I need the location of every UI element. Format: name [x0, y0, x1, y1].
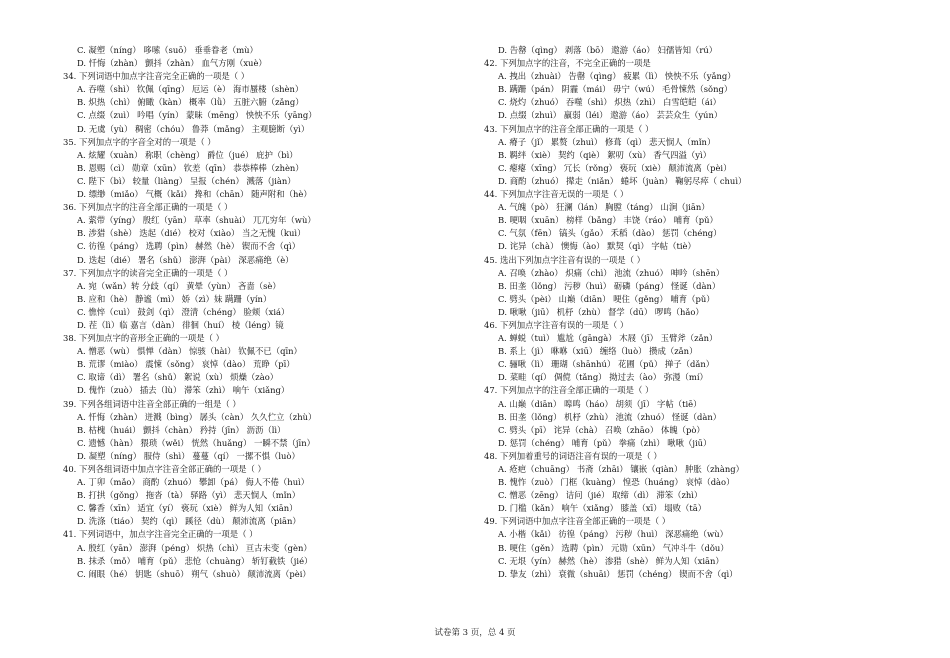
answer-option: A. 山巅（diān） 嗥鸣（háo） 胡须（jī） 字帖（tiē） — [498, 398, 702, 409]
answer-option: B. 系上（jì） 咻咻（xiū） 缠络（luò） 攒成（zǎn） — [498, 346, 698, 357]
answer-option: C. 馨香（xīn） 适宜（yí） 亵玩（xiè） 鲜为人知（xiān） — [77, 503, 298, 514]
answer-option: B. 蹒跚（pán） 阴霾（mái） 毋宁（wú） 毛骨悚然（sǒng） — [498, 84, 733, 95]
page-footer: 试卷第 3 页，总 4 页 — [434, 628, 516, 638]
answer-option: D. 啾啾（jiū） 机杼（zhù） 督学（dū） 啰鸣（hǎo） — [498, 306, 704, 317]
answer-option: D. 凝塑（níng） 服侍（shì） 蔓蔓（qí） 一摞不惧（luò） — [77, 450, 300, 461]
answer-option: C. 无垠（yín） 赫然（hè） 渗猎（shè） 鲜为人知（xiān） — [498, 555, 724, 566]
answer-option: C. 瘪瘪（xīng） 冗长（rǒng） 亵玩（xiè） 颠沛流离（pèi） — [498, 162, 732, 173]
answer-option: A. 忏悔（zhàn） 迸溅（bìng） 孱头（càn） 久久伫立（zhù） — [77, 411, 317, 422]
answer-option: C. 凝塑（níng） 哆嗦（suō） 垂垂眷老（mù） — [77, 45, 258, 55]
answer-option: A. 疮疤（chuāng） 书斋（zhāi） 镶嵌（qiàn） 肿胀（zhàng） — [498, 464, 745, 474]
answer-option: A. 吞噬（shì） 钦佩（qīng） 厄运（è） 海市蜃楼（shèn） — [77, 84, 304, 95]
answer-option: A. 炫耀（xuàn） 称职（chèng） 爵位（jué） 庇护（bì） — [77, 149, 298, 160]
answer-option: B. 枯槐（huái） 颤抖（chàn） 矜持（jīn） 沥沥（lì） — [77, 424, 286, 435]
answer-option: B. 涉猎（shè） 迭起（dié） 校对（xiào） 当之无愧（kuì） — [77, 228, 306, 239]
question-stem: 48. 下列加着重号的词语注音有误的一项是（ ） — [484, 450, 662, 461]
question-stem: 40. 下列各组词语中加点字注音全部正确的一项是（ ） — [63, 464, 266, 474]
answer-option: A. 气魄（pò） 狂澜（lán） 胸膛（táng） 山涧（jiān） — [498, 202, 710, 213]
answer-option: A. 小楷（kǎi） 彷徨（páng） 污秽（huì） 深恶痛绝（wù） — [498, 529, 728, 540]
answer-option: B. 应和（hè） 静谧（mì） 娇（zì）妹 蹒跚（yín） — [77, 293, 272, 304]
answer-option: D. 菜畦（qí） 倜傥（tǎng） 拗过去（ào） 弥漫（mí） — [498, 372, 708, 383]
answer-option: A. 宛（wǎn）转 分歧（qí） 黄晕（yùn） 吝啬（sè） — [77, 280, 281, 291]
answer-option: D. 傀怍（zuò） 插去（lù） 滞笨（zhì） 响午（xiǎng） — [77, 385, 290, 396]
answer-option: B. 哽住（gěn） 选聘（pìn） 元勋（xūn） 气冲斗牛（dǒu） — [498, 542, 729, 553]
question-stem: 36. 下列加点字的注音全部正确的一项是（ ） — [63, 202, 233, 213]
answer-option: D. 挚友（zhì） 衰微（shuāi） 惩罚（chéng） 锲而不舍（qì） — [498, 568, 738, 579]
answer-option: D. 惩罚（chéng） 哺育（pǔ） 拳痛（zhì） 啾啾（jiū） — [498, 437, 712, 448]
answer-option: B. 抹杀（mǒ） 哺育（pǔ） 悲怆（chuàng） 斩钉截铁（jié） — [77, 555, 313, 566]
answer-option: B. 羁绊（xiè） 契约（qiè） 絮叨（xù） 香气四溢（yì） — [498, 149, 712, 160]
question-stem: 49. 下列词语中加点字注音全部正确的一项是（ ） — [484, 516, 671, 527]
question-stem: 45. 选出下列加点字注音有误的一项是（ ） — [484, 254, 646, 265]
answer-option: A. 萦带（yíng） 殷红（yān） 草率（shuài） 兀兀穷年（wù） — [77, 215, 316, 226]
answer-option: C. 憎恶（zēng） 诘问（jié） 取缔（dì） 滞笨（zhì） — [498, 490, 703, 501]
answer-option: C. 憔悴（cuì） 鼓剑（qì） 澄清（chéng） 脸颊（xiá） — [77, 306, 290, 317]
question-stem: 46. 下列加点字注音有误的一项是（ ） — [484, 319, 629, 330]
question-stem: 42. 下列加点字的注音，不完全正确的一项是 — [484, 58, 651, 69]
answer-option: D. 迭起（dié） 署名（shǔ） 澎湃（pài） 深恶痛绝（è） — [77, 254, 294, 265]
answer-option: C. 点缀（zuì） 吟唱（yín） 蒙昧（mēng） 怏怏不乐（yāng） — [77, 110, 317, 121]
answer-option: B. 恩赐（cì） 勋章（xūn） 钦差（qīn） 恭恭棒棒（zhèn） — [77, 162, 304, 173]
answer-option: C. 取谛（dì） 署名（shǔ） 絮说（xù） 烦燥（zào） — [77, 372, 279, 383]
answer-option: B. 田垄（lǒng） 机杼（zhù） 池流（zhuó） 怪诞（dàn） — [498, 411, 722, 422]
answer-option: C. 闹眼（hé） 钥匙（shuō） 朔气（shuò） 颠沛流离（pèi） — [77, 568, 311, 579]
answer-option: A. 丁卯（mǎo） 商酌（zhuó） 攀卸（pá） 侮人不倦（huì） — [77, 477, 310, 488]
answer-option: A. 憎恶（wù） 惧惮（dàn） 惊骇（hài） 钦佩不已（qīn） — [77, 346, 302, 357]
answer-option: C. 气氛（fēn） 镐头（gǎo） 禾稻（dào） 惩罚（chéng） — [498, 228, 722, 239]
answer-option: D. 无虞（yù） 稠密（chóu） 鲁莽（mǎng） 主观臆断（yì） — [77, 123, 310, 134]
question-stem: 38. 下列加点字的音形全正确的一项是（ ） — [63, 333, 225, 344]
answer-option: D. 茬（lì）临 嘉言（dàn） 徘徊（huí） 棱（léng）镜 — [77, 319, 284, 330]
answer-option: A. 召唤（zhào） 炽痛（chì） 池流（zhuó） 呻吟（shēn） — [498, 267, 725, 278]
answer-option: D. 告罄（qìng） 剥落（bō） 遨游（áo） 妇孺皆知（rú） — [498, 45, 718, 55]
answer-option: C. 遗憾（hàn） 猥琐（wěi） 恍然（huǎng） 一瞬不禁（jīn） — [77, 437, 315, 448]
answer-option: B. 哽咽（xuān） 榜样（bǎng） 丰饶（ráo） 哺育（pǔ） — [498, 215, 718, 226]
answer-option: C. 彷徨（páng） 选聘（pìn） 赫然（hè） 锲而不舍（qì） — [77, 241, 301, 252]
question-stem: 37. 下列加点字的读音完全正确的一项是（ ） — [63, 267, 233, 278]
answer-option: A. 蝉蜕（tuì） 尴尬（gāngà） 木屐（jī） 玉臂斧（zǎn） — [498, 333, 718, 344]
answer-option: C. 劈头（pèi） 山巅（diān） 哽住（gěng） 哺育（pǔ） — [498, 293, 715, 304]
answer-option: B. 荒谬（miào） 震悚（sǒng） 哀悼（dào） 荒睁（pī） — [77, 359, 295, 370]
question-stem: 35. 下列加点字的字音全对的一项是（ ） — [63, 136, 216, 147]
answer-option: B. 炽热（chì） 俯瞰（kàn） 概率（lǜ） 五脏六腑（zǎng） — [77, 97, 304, 108]
answer-option: D. 洗涤（tiáo） 契约（qì） 蹊径（dù） 颠沛流离（piān） — [77, 516, 301, 527]
answer-option: A. 拽出（zhuài） 告罄（qìng） 疲累（lì） 怏怏不乐（yǎng） — [498, 71, 736, 82]
answer-option: D. 商酌（zhuó） 撵走（niǎn） 蜷坏（juàn） 鞠躬尽瘁（ chuì） — [498, 175, 747, 186]
question-stem: 44. 下列加点字注音无误的一项是（ ） — [484, 189, 629, 200]
answer-option: C. 陛下（bì） 较量（liàng） 呈报（chén） 溅落（jiàn） — [77, 175, 296, 186]
question-stem: 39. 下列各组词语中注音全部正确的一组是（ ） — [63, 398, 241, 409]
question-stem: 43. 下列加点字的注音全部正确的一项是（ ） — [484, 123, 654, 134]
answer-option: D. 缥缈（miǎo） 气概（kǎi） 搀和（chān） 随声附和（hè） — [77, 189, 312, 200]
question-stem: 47. 下列加点字的注音全部正确的一项是（ ） — [484, 385, 654, 396]
answer-option: D. 忏悔（zhàn） 颤抖（zhàn） 血气方刚（xuè） — [77, 58, 267, 69]
left-column — [63, 44, 499, 581]
answer-option: B. 打拱（gǒng） 拖沓（tà） 驿路（yì） 悲天悯人（mǐn） — [77, 490, 301, 501]
answer-option: C. 烧灼（zhuó） 吞噬（shì） 炽热（zhì） 白雪皑皑（ái） — [498, 97, 721, 108]
answer-option: A. 殷红（yān） 澎湃（péng） 炽热（chì） 亘古未变（gèn） — [77, 542, 312, 553]
answer-option: C. 骊啾（lì） 珊瑚（shānhú） 花圃（pǔ） 掸子（dǎn） — [498, 359, 715, 370]
right-column — [484, 44, 920, 581]
answer-option: C. 劈头（pī） 诧异（chà） 召唤（zhāo） 体魄（pò） — [498, 424, 705, 435]
answer-option: D. 诧异（chà） 懊悔（ào） 默契（qì） 字帖（tiè） — [498, 241, 696, 252]
answer-option: B. 愧怍（zuò） 门框（kuàng） 惶恐（huáng） 哀悼（dào） — [498, 477, 735, 488]
answer-option: B. 田垄（lǒng） 污秽（huì） 砺磷（páng） 怪诞（dàn） — [498, 280, 721, 291]
answer-option: D. 点缀（zhuì） 羸弱（léi） 遨游（áo） 芸芸众生（yún） — [498, 110, 723, 121]
answer-option: D. 门槛（kǎn） 响午（xiǎng） 膝盖（xī） 塌败（tā） — [498, 503, 707, 514]
answer-option: A. 瘠子（jǐ） 累赘（zhuì） 修葺（qì） 悲天悯人（mǐn） — [498, 136, 716, 147]
question-stem: 34. 下列词语中加点字注音完全正确的一项是（ ） — [63, 71, 250, 82]
question-stem: 41. 下列词语中，加点字注音完全正确的一项是（ ） — [63, 529, 258, 540]
